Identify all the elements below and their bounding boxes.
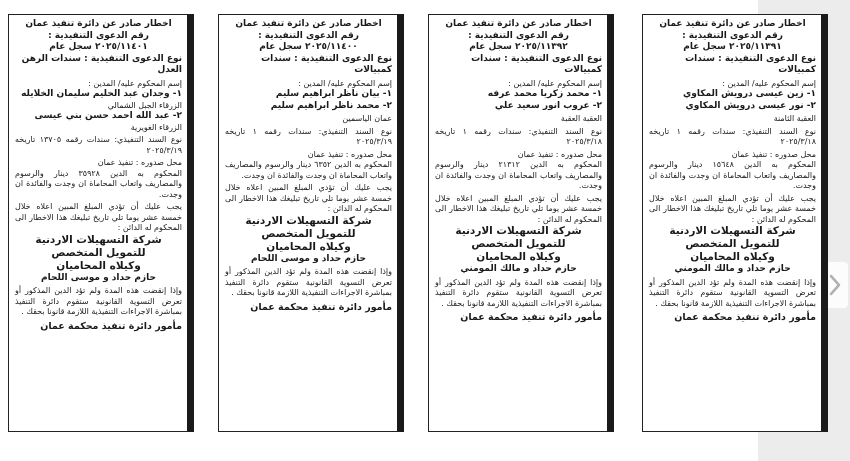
agents-label: وكيلاه المحاميان [476, 251, 561, 263]
agents-label: وكيلاه المحاميان [690, 251, 775, 263]
notice-header: اخطار صادر عن دائرة تنفيذ عمان [235, 19, 382, 29]
notice-footer: مأمور دائرة تنفيذ محكمة عمان [674, 312, 816, 323]
payment-duty: يجب عليك أن تؤدي المبلغ المبين اعلاه خلال خمسة عشر يوما تلي تاريخ تبليغك هذا الاخطار الى المحكوم له الدائن : [435, 193, 602, 224]
creditor-name: شركة التسهيلات الاردنية للتمويل المتخصص [245, 214, 372, 240]
case-type: نوع الدعوى التنفيذية : سندات كمبيالات [471, 53, 602, 75]
agents-names: حازم حداد و موسى اللحام [41, 272, 156, 283]
notice-card [428, 14, 614, 432]
creditor-name: شركة التسهيلات الاردنية للتمويل المتخصص [455, 225, 582, 250]
issuing-court: محل صدوره : تنفيذ عمان [97, 158, 182, 167]
debtor-address-2: العقبة العقبة [560, 114, 602, 123]
issuing-court: محل صدوره : تنفيذ عمان [731, 149, 816, 159]
debtor-address-2: العقبة الثامنة [773, 114, 816, 123]
chevron-right-icon [828, 273, 842, 297]
case-number: ٢٠٢٥/١١٤٠١ سجل عام [49, 42, 148, 52]
payment-duty: يجب عليك أن تؤدي المبلغ المبين اعلاه خلال خمسة عشر يوما تلي تاريخ تبليغك هذا الاخطار الى المحكوم له الدائن : [15, 202, 182, 232]
debtor-address-1: الزرقاء الجبل الشمالي [107, 100, 182, 110]
notice-footer: مأمور دائرة تنفيذ محكمة عمان [250, 301, 392, 313]
enforcement-warning: وإذا إنقضت هذه المدة ولم تؤد الدين المذكور أو تعرض التسوية القانونية ستقوم دائرة التنفيذ بمباشرة الاجراءات التنفيذية اللازمة قانونا بحقك . [435, 277, 602, 308]
debtor-label: إسم المحكوم عليه/ المدين : [88, 78, 182, 88]
debtor-address-2: الزرقاء الغويرية [130, 122, 182, 132]
debtor-name-2: ٢- محمد ناظر ابراهيم سليم [270, 100, 392, 111]
payment-duty: يجب عليك أن تؤدي المبلغ المبين اعلاه خلال خمسة عشر يوما تلي تاريخ تبليغك هذا الاخطار الى المحكوم له الدائن : [225, 183, 392, 213]
issuing-court: محل صدوره : تنفيذ عمان [307, 149, 392, 159]
judgment-amount: المحكوم به الدين ٢١٣١٢ دينار والرسوم والمصاريف واتعاب المحاماة ان وجدت والفائدة ان وجدت. [435, 160, 602, 190]
debtor-name-1: ١- زين عيسى درويش المكاوي [683, 89, 816, 99]
judgment-amount: المحكوم به الدين ٦٣٥٢ دينار والرسوم والمصاريف واتعاب المحاماة ان وجدت والفائدة ان وجدت. [225, 160, 392, 180]
debtor-label: إسم المحكوم عليه/ المدين : [508, 78, 602, 88]
case-type: نوع الدعوى التنفيذية : سندات الرهن العدل [21, 53, 182, 75]
case-number-label: رقم الدعوى التنفيذية : [468, 30, 569, 41]
bond-info: نوع السند التنفيذي: سندات رقمه ١٣٧٠٥ تاريخه ٢٠٢٥/٣/١٩ [15, 135, 182, 155]
debtor-name-1: ١- وجدان عبد الحليم سليمان الخلايله [21, 89, 182, 99]
judgment-amount: المحكوم به الدين ٣٥٩٢٨ دينار والرسوم والمصاريف واتعاب المحاماة ان وجدت والفائدة ان وجدت. [15, 168, 182, 199]
payment-duty: يجب عليك أن تؤدي المبلغ المبين اعلاه خلال خمسة عشر يوما تلي تاريخ تبليغك هذا الاخطار الى المحكوم له الدائن : [649, 193, 816, 224]
notice-card [218, 14, 404, 432]
enforcement-warning: وإذا إنقضت هذه المدة ولم تؤد الدين المذكور أو تعرض التسوية القانونية ستقوم دائرة التنفيذ بمباشرة الاجراءات التنفيذية اللازمة قانونا بحقك . [225, 267, 392, 297]
agents-label: وكيلاه المحاميان [56, 259, 141, 272]
agents-label: وكيلاه المحاميان [266, 240, 351, 253]
case-number: ٢٠٢٥/١١٤٠٠ سجل عام [259, 42, 358, 52]
debtor-name-2: ٢- عروب انور سعيد علي [494, 100, 602, 111]
case-number: ٢٠٢٥/١١٣٩١ سجل عام [683, 42, 782, 52]
case-type: نوع الدعوى التنفيذية : سندات كمبيالات [261, 53, 392, 75]
judgment-amount: المحكوم به الدين ١٥٦٤٨ دينار والرسوم والمصاريف واتعاب المحاماة ان وجدت والفائدة ان وجدت. [649, 160, 816, 190]
enforcement-warning: وإذا إنقضت هذه المدة ولم تؤد الدين المذكور أو تعرض التسوية القانونية ستقوم دائرة التنفيذ بمباشرة الاجراءات التنفيذية اللازمة قانونا بحقك . [15, 286, 182, 316]
agents-names: حازم حداد و مالك المومني [460, 264, 577, 274]
agents-names: حازم حداد و مالك المومني [674, 264, 791, 274]
case-number-label: رقم الدعوى التنفيذية : [258, 30, 359, 41]
debtor-address-2: عمان الياسمين [342, 114, 392, 123]
case-number-label: رقم الدعوى التنفيذية : [48, 30, 149, 41]
issuing-court: محل صدوره : تنفيذ عمان [517, 149, 602, 159]
notice-card [8, 14, 194, 432]
enforcement-warning: وإذا إنقضت هذه المدة ولم تؤد الدين المذكور أو تعرض التسوية القانونية ستقوم دائرة التنفيذ بمباشرة الاجراءات التنفيذية اللازمة قانونا بحقك . [649, 277, 816, 308]
bond-info: نوع السند التنفيذي: سندات رقمه ١ تاريخه ٢٠٢٥/٣/١٩ [225, 126, 392, 146]
debtor-label: إسم المحكوم عليه/ المدين : [722, 78, 816, 88]
case-number: ٢٠٢٥/١١٣٩٢ سجل عام [469, 42, 568, 52]
notice-footer: مأمور دائرة تنفيذ محكمة عمان [460, 312, 602, 323]
debtor-label: إسم المحكوم عليه/ المدين : [298, 78, 392, 88]
case-type: نوع الدعوى التنفيذية : سندات كمبيالات [685, 53, 816, 75]
notice-header: اخطار صادر عن دائرة تنفيذ عمان [25, 19, 172, 29]
notice-card [642, 14, 828, 432]
bond-info: نوع السند التنفيذي: سندات رقمه ١ تاريخه ٢٠٢٥/٣/١٨ [649, 126, 816, 146]
debtor-name-2: ٢- نور عيسى درويش المكاوي [685, 100, 816, 111]
debtor-name-1: ١- محمد زكريا محمد عرفه [487, 89, 602, 99]
creditor-name: شركة التسهيلات الاردنية للتمويل المتخصص [669, 225, 796, 250]
bond-info: نوع السند التنفيذي: سندات رقمه ١ تاريخه ٢٠٢٥/٣/١٨ [435, 126, 602, 146]
debtor-name-2: ٢- عبد الله احمد حسن بني عيسى [34, 111, 182, 121]
notice-header: اخطار صادر عن دائرة تنفيذ عمان [659, 19, 806, 29]
notice-header: اخطار صادر عن دائرة تنفيذ عمان [445, 19, 592, 29]
notice-footer: مأمور دائرة تنفيذ محكمة عمان [40, 320, 182, 332]
case-number-label: رقم الدعوى التنفيذية : [682, 30, 783, 41]
debtor-name-1: ١- بيان ناظر ابراهيم سليم [275, 89, 392, 99]
agents-names: حازم حداد و موسى اللحام [251, 253, 366, 264]
creditor-name: شركة التسهيلات الاردنية للتمويل المتخصص [35, 233, 162, 259]
